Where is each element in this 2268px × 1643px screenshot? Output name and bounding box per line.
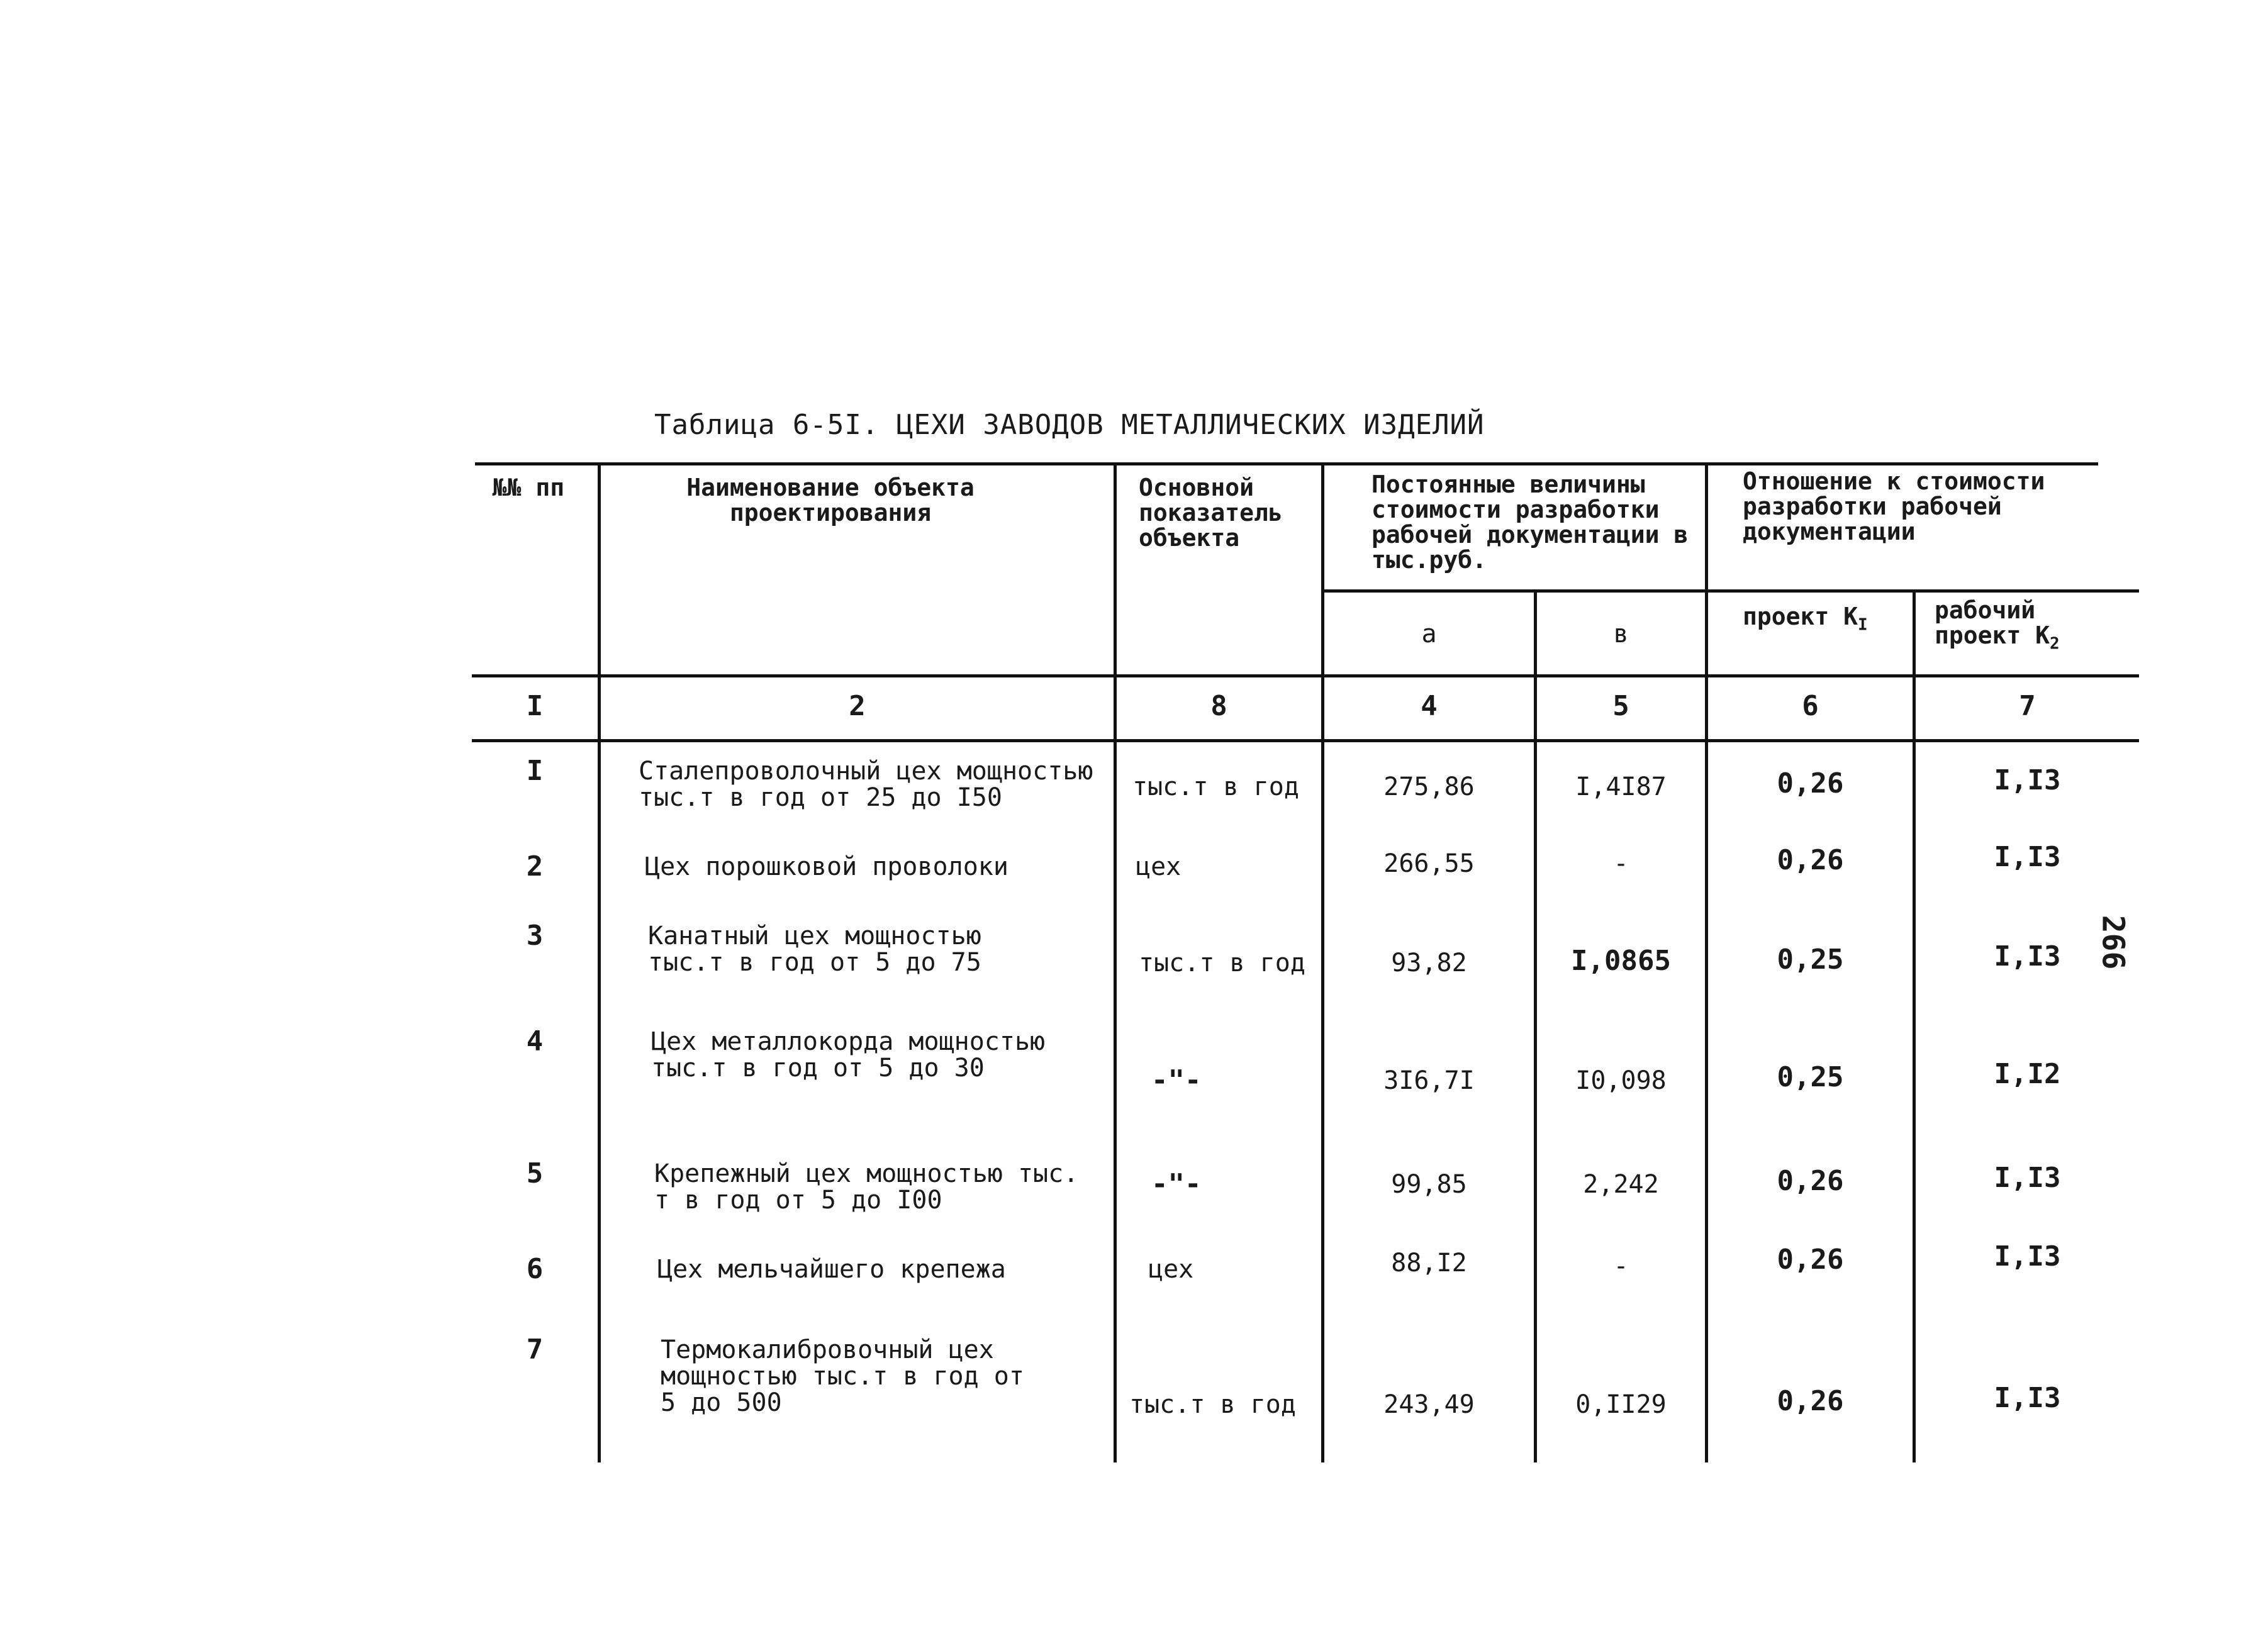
row-indicator: -"- — [1151, 1168, 1202, 1200]
data-table — [472, 462, 2139, 1462]
row-value-b: I,0865 — [1571, 945, 1671, 977]
row-value-a: 88,I2 — [1391, 1249, 1467, 1278]
header-col-b: в — [1613, 620, 1629, 649]
col-number-5: 5 — [1612, 690, 1629, 722]
row-indicator: тыс.т в год — [1129, 1390, 1296, 1419]
row-value-k2: I,I3 — [1994, 1240, 2061, 1273]
header-col-name: Наименование объекта проектирования — [686, 474, 975, 526]
row-value-b: I0,098 — [1575, 1066, 1667, 1095]
row-indicator: цех — [1148, 1255, 1194, 1284]
row-object-name: Цех металлокорда мощностью тыс.т в год от 5 до 30 — [651, 1027, 1046, 1083]
header-group-costs: Постоянные величины стоимости разработки рабочей документации в тыс.руб. — [1371, 471, 1689, 574]
row-value-a: 275,86 — [1383, 772, 1475, 801]
row-number: 2 — [526, 850, 544, 883]
row-value-k1: 0,26 — [1777, 1385, 1844, 1417]
header-col-indicator: Основной показатель объекта — [1139, 474, 1283, 552]
row-value-a: 266,55 — [1383, 849, 1475, 878]
col-number-7: 7 — [2019, 690, 2036, 722]
row-value-k1: 0,25 — [1777, 944, 1844, 976]
row-indicator: цех — [1136, 852, 1181, 881]
row-object-name: Цех мельчайшего крепежа — [657, 1255, 1006, 1284]
row-object-name: Крепежный цех мощностью тыс. т в год от 5 до I00 — [654, 1159, 1079, 1215]
row-value-a: 3I6,7I — [1383, 1066, 1475, 1095]
row-number: 4 — [526, 1025, 544, 1057]
row-indicator: тыс.т в год — [1132, 772, 1299, 801]
row-value-a: 93,82 — [1391, 949, 1467, 977]
row-value-a: 99,85 — [1391, 1170, 1467, 1199]
col-divider-4 — [1534, 589, 1537, 1462]
header-col-a: а — [1421, 620, 1437, 649]
row-number: 7 — [526, 1334, 544, 1366]
col-number-4: 4 — [1421, 690, 1438, 722]
col-divider-2 — [1114, 462, 1117, 1462]
row-value-b: - — [1613, 1252, 1629, 1281]
row-value-k2: I,I3 — [1994, 940, 2061, 972]
page-number: 266 — [2095, 915, 2131, 970]
col-number-2: 2 — [849, 690, 866, 722]
row-value-b: I,4I87 — [1575, 772, 1667, 801]
table-top-rule — [475, 462, 2098, 465]
header-group-ratio: Отношение к стоимости разработки рабочей документации — [1743, 467, 2045, 545]
row-value-b: 0,II29 — [1575, 1390, 1667, 1419]
row-value-k2: I,I3 — [1994, 1382, 2061, 1414]
row-value-k1: 0,26 — [1777, 844, 1844, 876]
row-value-k1: 0,25 — [1777, 1061, 1844, 1093]
row-value-k2: I,I3 — [1994, 1162, 2061, 1194]
col-number-6: 6 — [1802, 690, 1819, 722]
row-indicator: -"- — [1151, 1064, 1202, 1096]
col-divider-1 — [598, 462, 601, 1462]
row-number: I — [526, 755, 544, 787]
row-indicator: тыс.т в год — [1139, 949, 1305, 977]
subheader-rule — [1321, 589, 2139, 593]
row-value-k1: 0,26 — [1777, 1165, 1844, 1197]
row-object-name: Канатный цех мощностью тыс.т в год от 5 до 75 — [648, 922, 981, 977]
header-bottom-rule — [472, 674, 2139, 677]
col-numbers-rule — [472, 739, 2139, 742]
row-value-k2: I,I3 — [1994, 764, 2061, 796]
row-value-k2: I,I2 — [1994, 1058, 2061, 1090]
header-col-k2: рабочий проект $K_2$ — [1935, 596, 2060, 654]
row-value-b: - — [1613, 849, 1629, 878]
col-divider-6 — [1913, 589, 1916, 1462]
row-object-name: Сталепроволочный цех мощностью тыс.т в год от 25 до I50 — [639, 757, 1093, 812]
row-number: 3 — [526, 920, 544, 952]
header-col-k1: проект $K_I$ — [1743, 603, 1868, 635]
header-col-number: №№ пп — [492, 474, 565, 501]
col-number-3: 8 — [1210, 690, 1227, 722]
table-caption: Таблица 6-5I. ЦЕХИ ЗАВОДОВ МЕТАЛЛИЧЕСКИХ ИЗДЕЛИЙ — [654, 409, 1485, 441]
row-number: 6 — [526, 1253, 544, 1285]
row-value-k2: I,I3 — [1994, 841, 2061, 873]
row-object-name: Цех порошковой проволоки — [645, 852, 1008, 881]
row-value-k1: 0,26 — [1777, 1244, 1844, 1276]
row-number: 5 — [526, 1157, 544, 1189]
row-object-name: Термокалибровочный цех мощностью тыс.т в год от 5 до 500 — [661, 1335, 1024, 1417]
row-value-b: 2,242 — [1583, 1170, 1659, 1199]
row-value-a: 243,49 — [1383, 1390, 1475, 1419]
row-value-k1: 0,26 — [1777, 767, 1844, 799]
col-number-1: I — [526, 690, 544, 722]
